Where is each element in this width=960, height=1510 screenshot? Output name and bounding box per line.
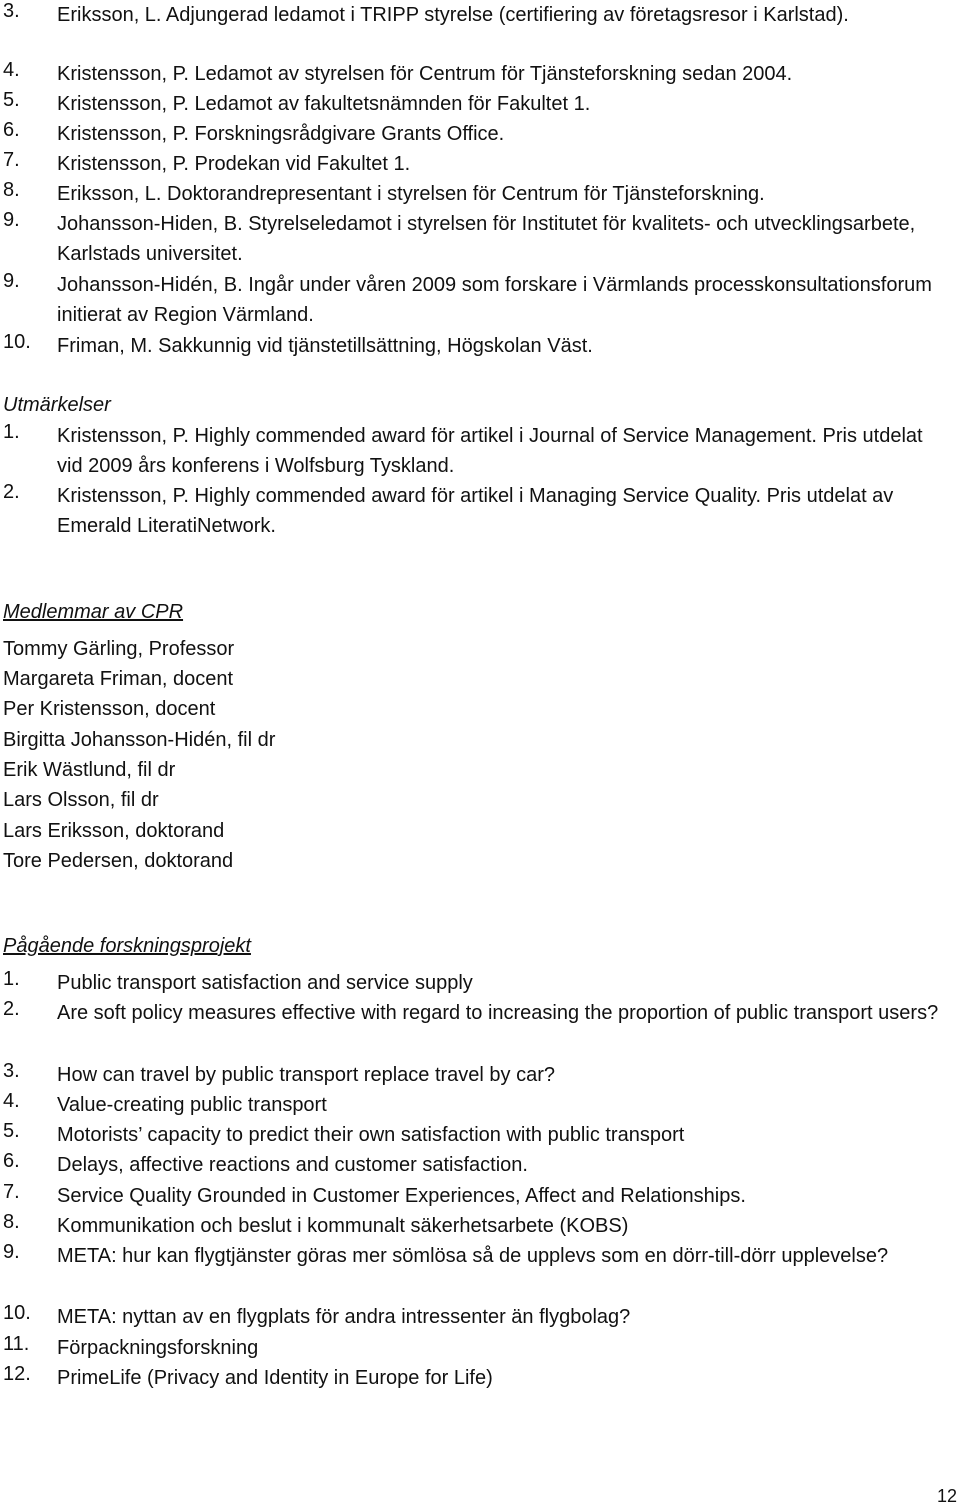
list-text: How can travel by public transport replace travel by car? xyxy=(57,1064,556,1086)
list-text: Johansson-Hiden, B. Styrelseledamot i styrelsen för Institutet för kvalitets- och utvecklingsarbete, Karlstads universitet. xyxy=(57,213,916,265)
list-number: 6. xyxy=(3,1150,20,1172)
list-number: 7. xyxy=(3,1181,20,1203)
list-text: Service Quality Grounded in Customer Experiences, Affect and Relationships. xyxy=(57,1185,746,1207)
list-number: 1. xyxy=(3,968,20,990)
list-text: META: hur kan flygtjänster göras mer sömlösa så de upplevs som en dörr-till-dörr upplevelse? xyxy=(57,1245,889,1267)
members-heading: Medlemmar av CPR xyxy=(3,601,184,623)
list-text: Eriksson, L. Doktorandrepresentant i styrelsen för Centrum för Tjänsteforskning. xyxy=(57,183,765,205)
list-text: PrimeLife (Privacy and Identity in Europe for Life) xyxy=(57,1367,493,1389)
member-item: Birgitta Johansson-Hidén, fil dr xyxy=(3,729,276,751)
page-number: 12 xyxy=(936,1486,957,1506)
list-text: Kommunikation och beslut i kommunalt säkerhetsarbete (KOBS) xyxy=(57,1215,629,1237)
list-text: Kristensson, P. Ledamot av fakultetsnämnden för Fakultet 1. xyxy=(57,93,591,115)
list-number: 9. xyxy=(3,209,20,231)
list-text: Kristensson, P. Forskningsrådgivare Grants Office. xyxy=(57,123,505,145)
list-text: Kristensson, P. Highly commended award för artikel i Journal of Service Management. Pris utdelat vid 2009 års konferens i Wolfsburg Tyskland. xyxy=(57,425,923,477)
list-text: Eriksson, L. Adjungerad ledamot i TRIPP styrelse (certifiering av företagsresor i Karlstad). xyxy=(57,4,849,26)
list-number: 3. xyxy=(3,0,20,22)
member-item: Tommy Gärling, Professor xyxy=(3,638,235,660)
member-item: Lars Eriksson, doktorand xyxy=(3,820,225,842)
list-text: Förpackningsforskning xyxy=(57,1337,259,1359)
list-text: Delays, affective reactions and customer satisfaction. xyxy=(57,1154,528,1176)
list-number: 11. xyxy=(3,1333,30,1355)
list-text: Kristensson, P. Ledamot av styrelsen för Centrum för Tjänsteforskning sedan 2004. xyxy=(57,63,793,85)
list-number: 4. xyxy=(3,1090,20,1112)
list-text: Johansson-Hidén, B. Ingår under våren 2009 som forskare i Värmlands processkonsultationsforum initierat av Region Värmland. xyxy=(57,274,932,326)
list-number: 10. xyxy=(3,1302,31,1324)
list-number: 5. xyxy=(3,1120,20,1142)
list-text: META: nyttan av en flygplats för andra intressenter än flygbolag? xyxy=(57,1306,631,1328)
list-number: 5. xyxy=(3,89,20,111)
list-number: 4. xyxy=(3,59,20,81)
list-number: 3. xyxy=(3,1060,20,1082)
member-item: Erik Wästlund, fil dr xyxy=(3,759,176,781)
member-item: Margareta Friman, docent xyxy=(3,668,234,690)
list-number: 1. xyxy=(3,421,20,443)
list-text: Public transport satisfaction and service supply xyxy=(57,972,473,994)
awards-heading: Utmärkelser xyxy=(3,394,111,416)
list-text: Motorists’ capacity to predict their own satisfaction with public transport xyxy=(57,1124,685,1146)
list-number: 7. xyxy=(3,149,20,171)
list-number: 9. xyxy=(3,270,20,292)
list-number: 8. xyxy=(3,1211,20,1233)
list-number: 9. xyxy=(3,1241,20,1263)
list-text: Friman, M. Sakkunnig vid tjänstetillsättning, Högskolan Väst. xyxy=(57,335,593,357)
list-number: 10. xyxy=(3,331,31,353)
list-text: Are soft policy measures effective with regard to increasing the proportion of public transport users? xyxy=(57,1002,939,1024)
list-number: 12. xyxy=(3,1363,31,1385)
list-text: Value-creating public transport xyxy=(57,1094,327,1116)
list-number: 6. xyxy=(3,119,20,141)
list-number: 8. xyxy=(3,179,20,201)
list-text: Kristensson, P. Highly commended award för artikel i Managing Service Quality. Pris utdelat av Emerald LiteratiNetwork. xyxy=(57,485,894,537)
list-number: 2. xyxy=(3,481,20,503)
member-item: Tore Pedersen, doktorand xyxy=(3,850,234,872)
list-number: 2. xyxy=(3,998,20,1020)
projects-heading: Pågående forskningsprojekt xyxy=(3,935,251,957)
member-item: Lars Olsson, fil dr xyxy=(3,789,159,811)
list-text: Kristensson, P. Prodekan vid Fakultet 1. xyxy=(57,153,411,175)
member-item: Per Kristensson, docent xyxy=(3,698,216,720)
